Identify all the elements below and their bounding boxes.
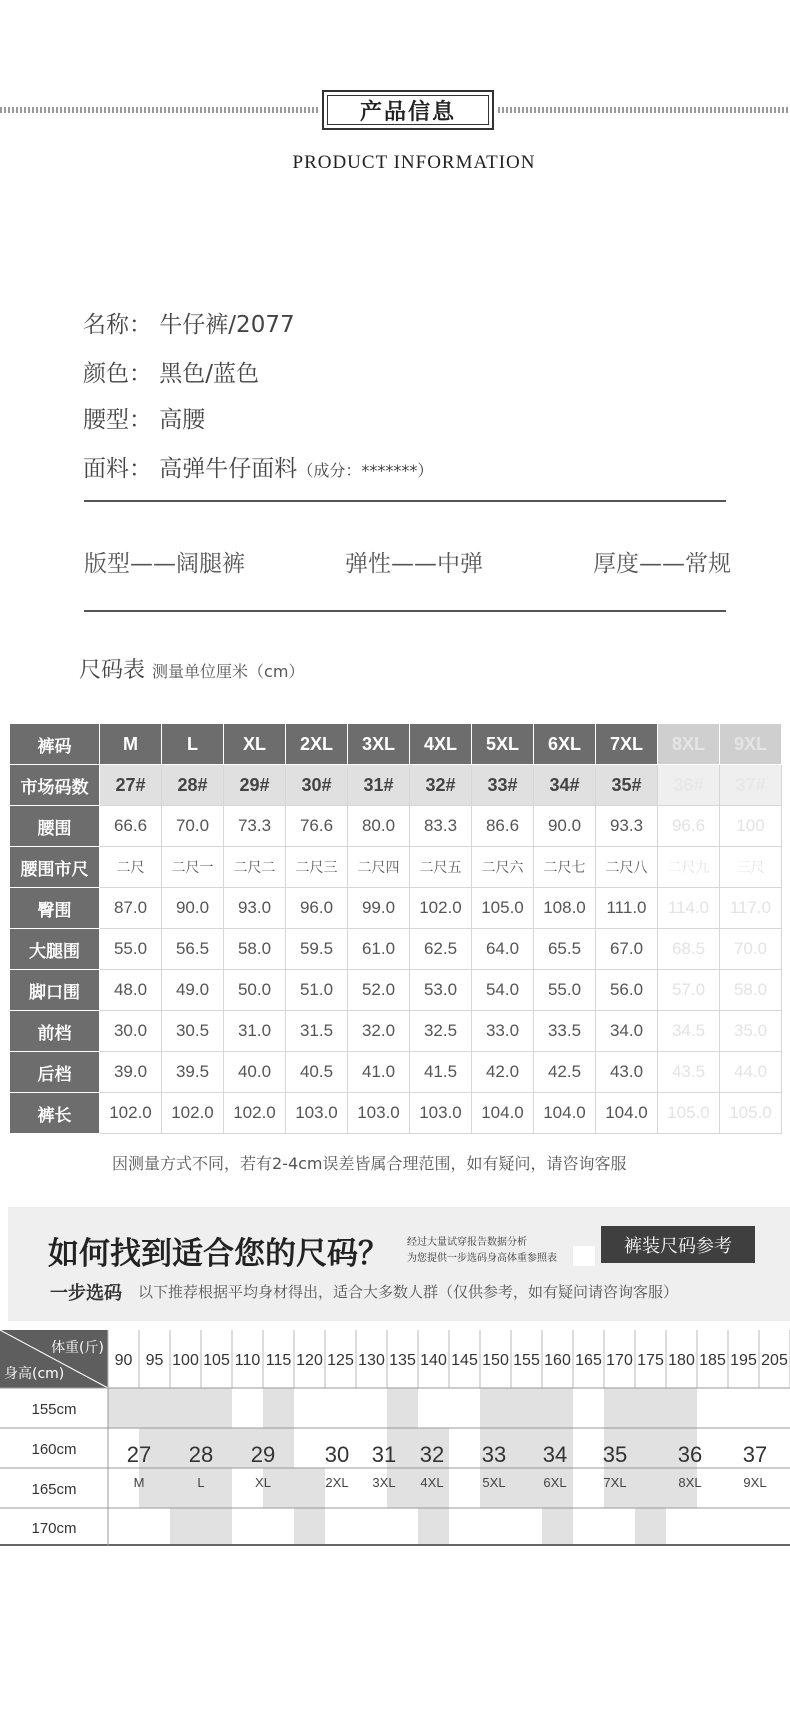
size-table-cell: 43.5 [658, 1052, 720, 1093]
size-table [9, 723, 782, 1134]
fit-grid-weight-label: 体重(斤) [51, 1340, 104, 1356]
size-table-cell: 44.0 [720, 1052, 782, 1093]
one-step-description: 以下推荐根据平均身材得出，适合大多数人群（仅供参考，如有疑问请咨询客服） [138, 1283, 679, 1301]
size-table-cell: 三尺 [720, 847, 782, 888]
size-table-cell: 114.0 [658, 888, 720, 929]
size-table-header-cell: 8XL [658, 724, 720, 765]
size-table-cell: 64.0 [472, 929, 534, 970]
size-table-cell: 67.0 [596, 929, 658, 970]
fit-grid-size-label: 8XL [678, 1475, 702, 1490]
size-table-row [10, 1011, 782, 1052]
divider-bottom [84, 610, 726, 612]
size-table-cell: 32# [410, 765, 472, 806]
size-table-cell: 二尺三 [286, 847, 348, 888]
size-table-row-label: 臀围 [10, 888, 100, 929]
fit-grid-shade [635, 1508, 666, 1546]
fit-grid-size-number: 27 [126, 1442, 152, 1467]
size-table-cell: 59.5 [286, 929, 348, 970]
size-table-cell: 33.5 [534, 1011, 596, 1052]
size-table-cell: 56.0 [596, 970, 658, 1011]
fit-grid-size-label: 6XL [543, 1475, 567, 1490]
size-table-cell: 31.5 [286, 1011, 348, 1052]
fit-grid-weight: 145 [451, 1352, 478, 1369]
size-table-cell: 40.5 [286, 1052, 348, 1093]
info-waist-type: 腰型： 高腰 [83, 407, 206, 433]
fit-grid-size-label: M [133, 1475, 145, 1490]
size-table-cell: 二尺六 [472, 847, 534, 888]
size-table-row [10, 765, 782, 806]
size-table-row [10, 1093, 782, 1134]
size-table-cell: 40.0 [224, 1052, 286, 1093]
fit-grid-shade [542, 1508, 573, 1546]
attr-thickness: 厚度——常规 [593, 551, 731, 577]
size-table-row-label: 腰围 [10, 806, 100, 847]
size-table-cell: 86.6 [472, 806, 534, 847]
how-to-caption-1: 经过大量试穿报告数据分析 [407, 1237, 527, 1248]
header-decor-line-left [0, 107, 318, 113]
fit-grid-weight: 180 [668, 1352, 695, 1369]
how-to-caption-2: 为您提供一步选码身高体重参照表 [407, 1253, 557, 1264]
size-table-cell: 32.5 [410, 1011, 472, 1052]
fit-grid-weight: 95 [145, 1352, 164, 1369]
size-table-cell: 102.0 [224, 1093, 286, 1134]
fit-grid-size-number: 29 [250, 1442, 276, 1467]
size-table-header-cell: 6XL [534, 724, 596, 765]
size-table-cell: 二尺四 [348, 847, 410, 888]
size-table-row-label: 后档 [10, 1052, 100, 1093]
fit-grid-weight: 185 [699, 1352, 726, 1369]
header-title-box [322, 90, 494, 130]
fit-grid-size-number: 30 [324, 1442, 350, 1467]
size-table-cell: 68.5 [658, 929, 720, 970]
size-table-cell: 二尺一 [162, 847, 224, 888]
size-table-cell: 66.6 [100, 806, 162, 847]
size-table-cell: 90.0 [162, 888, 224, 929]
size-table-cell: 100 [720, 806, 782, 847]
size-table-cell: 29# [224, 765, 286, 806]
fit-grid-weight: 140 [420, 1352, 447, 1369]
size-table-cell: 43.0 [596, 1052, 658, 1093]
size-table-cell: 73.3 [224, 806, 286, 847]
fit-grid-weight: 100 [172, 1352, 199, 1369]
fit-grid-size-label: 3XL [372, 1475, 396, 1490]
fit-grid-size-number: 28 [188, 1442, 214, 1467]
measure-note: 因测量方式不同，若有2-4cm误差皆属合理范围，如有疑问，请咨询客服 [112, 1154, 627, 1173]
size-table-cell: 49.0 [162, 970, 224, 1011]
fit-grid-size-number: 35 [602, 1442, 628, 1467]
info-name: 名称： 牛仔裤/2077 [83, 312, 295, 338]
size-table-row [10, 888, 782, 929]
fit-grid-size-label: L [197, 1475, 205, 1490]
one-step-label: 一步选码 [50, 1283, 122, 1304]
size-table-cell: 37# [720, 765, 782, 806]
size-table-cell: 105.0 [472, 888, 534, 929]
fit-grid-size-number: 33 [481, 1442, 507, 1467]
fit-grid-weight: 115 [265, 1352, 292, 1369]
size-table-cell: 41.5 [410, 1052, 472, 1093]
fit-grid-size-label: XL [255, 1475, 271, 1490]
size-table-row-label: 前档 [10, 1011, 100, 1052]
size-table-cell: 34.5 [658, 1011, 720, 1052]
size-table-header-cell: XL [224, 724, 286, 765]
size-table-cell: 39.5 [162, 1052, 224, 1093]
size-table-cell: 33# [472, 765, 534, 806]
size-table-cell: 96.6 [658, 806, 720, 847]
header-subtitle: PRODUCT INFORMATION [292, 152, 536, 173]
fit-grid-weight: 175 [637, 1352, 664, 1369]
size-table-cell: 54.0 [472, 970, 534, 1011]
size-table-row [10, 929, 782, 970]
size-table-unit: 测量单位厘米（cm） [152, 662, 305, 681]
size-table-cell: 28# [162, 765, 224, 806]
size-table-cell: 二尺九 [658, 847, 720, 888]
size-table-cell: 30# [286, 765, 348, 806]
header-decor-line-right [498, 107, 790, 113]
size-table-header-cell: 3XL [348, 724, 410, 765]
size-table-cell: 33.0 [472, 1011, 534, 1052]
fit-grid-weight: 130 [358, 1352, 385, 1369]
fit-grid-weight: 160 [544, 1352, 571, 1369]
size-table-row [10, 847, 782, 888]
size-table-cell: 104.0 [596, 1093, 658, 1134]
size-table-cell: 99.0 [348, 888, 410, 929]
size-table-cell: 65.5 [534, 929, 596, 970]
fit-grid-weight: 125 [327, 1352, 354, 1369]
size-table-cell: 57.0 [658, 970, 720, 1011]
size-table-cell: 二尺二 [224, 847, 286, 888]
size-table-cell: 102.0 [100, 1093, 162, 1134]
fit-grid-weight: 120 [296, 1352, 323, 1369]
size-table-cell: 二尺七 [534, 847, 596, 888]
fit-grid-size-label: 2XL [325, 1475, 349, 1490]
attr-elasticity: 弹性——中弹 [345, 551, 483, 577]
size-table-cell: 93.0 [224, 888, 286, 929]
size-table-cell: 102.0 [410, 888, 472, 929]
size-table-cell: 55.0 [100, 929, 162, 970]
size-table-cell: 55.0 [534, 970, 596, 1011]
decor-square [573, 1246, 595, 1266]
size-table-cell: 93.3 [596, 806, 658, 847]
size-table-cell: 70.0 [162, 806, 224, 847]
fit-grid-weight: 135 [389, 1352, 416, 1369]
size-table-row [10, 1052, 782, 1093]
size-table-cell: 48.0 [100, 970, 162, 1011]
size-table-cell: 117.0 [720, 888, 782, 929]
size-table-row-label: 市场码数 [10, 765, 100, 806]
fit-grid-weight: 170 [606, 1352, 633, 1369]
size-table-header-label: 裤码 [10, 724, 100, 765]
size-table-header-cell: 9XL [720, 724, 782, 765]
fit-grid-height: 165cm [31, 1481, 77, 1498]
size-table-cell: 87.0 [100, 888, 162, 929]
size-table-cell: 108.0 [534, 888, 596, 929]
size-fit-grid [0, 1330, 790, 1546]
fit-grid-size-label: 4XL [420, 1475, 444, 1490]
size-table-title-text: 尺码表 [79, 658, 146, 683]
size-table-cell: 80.0 [348, 806, 410, 847]
fit-grid-height-label: 身高(cm) [4, 1366, 65, 1382]
pants-size-reference-button[interactable]: 裤装尺码参考 [601, 1226, 755, 1263]
size-table-cell: 31.0 [224, 1011, 286, 1052]
size-table-cell: 76.6 [286, 806, 348, 847]
fit-grid-size-number: 32 [419, 1442, 445, 1467]
fit-grid-size-label: 9XL [743, 1475, 767, 1490]
size-table-cell: 36# [658, 765, 720, 806]
size-table-cell: 104.0 [534, 1093, 596, 1134]
info-color: 颜色： 黑色/蓝色 [83, 361, 260, 387]
how-to-title: 如何找到适合您的尺码？ [48, 1236, 389, 1272]
fit-grid-height: 160cm [31, 1441, 77, 1458]
fit-grid-weight: 165 [575, 1352, 602, 1369]
fit-grid-weight: 150 [482, 1352, 509, 1369]
size-table-cell: 52.0 [348, 970, 410, 1011]
fit-grid-weight: 205 [761, 1352, 788, 1369]
size-table-cell: 30.5 [162, 1011, 224, 1052]
size-table-cell: 53.0 [410, 970, 472, 1011]
size-table-cell: 103.0 [410, 1093, 472, 1134]
size-table-cell: 41.0 [348, 1052, 410, 1093]
size-table-cell: 二尺八 [596, 847, 658, 888]
fit-grid-size-number: 37 [742, 1442, 768, 1467]
size-fit-grid-svg [0, 1330, 790, 1546]
size-table-header-cell: 7XL [596, 724, 658, 765]
size-table-cell: 30.0 [100, 1011, 162, 1052]
size-table-cell: 102.0 [162, 1093, 224, 1134]
size-table-cell: 58.0 [224, 929, 286, 970]
info-fabric [83, 450, 433, 483]
size-table-cell: 83.3 [410, 806, 472, 847]
size-table-cell: 58.0 [720, 970, 782, 1011]
size-table-cell: 51.0 [286, 970, 348, 1011]
divider-top [84, 500, 726, 502]
info-fabric-text: 面料： 高弹牛仔面料 [83, 456, 298, 482]
size-table-cell: 27# [100, 765, 162, 806]
size-table-cell: 50.0 [224, 970, 286, 1011]
fit-grid-weight: 90 [114, 1352, 133, 1369]
fit-grid-size-label: 7XL [603, 1475, 627, 1490]
size-table-header-row [10, 724, 782, 765]
size-table-row [10, 806, 782, 847]
fit-grid-size-number: 34 [542, 1442, 568, 1467]
size-table-header-cell: 5XL [472, 724, 534, 765]
size-table-cell: 96.0 [286, 888, 348, 929]
size-table-row [10, 970, 782, 1011]
size-table-cell: 39.0 [100, 1052, 162, 1093]
fit-grid-shade [170, 1508, 201, 1546]
size-table-title [79, 653, 304, 684]
fit-grid-height: 155cm [31, 1401, 77, 1418]
size-table-header-cell: 2XL [286, 724, 348, 765]
fit-grid-weight: 110 [234, 1352, 261, 1369]
size-table-cell: 二尺 [100, 847, 162, 888]
size-table-cell: 42.5 [534, 1052, 596, 1093]
fit-grid-size-number: 31 [371, 1442, 397, 1467]
fit-grid-weight: 195 [730, 1352, 757, 1369]
size-table-header-cell: M [100, 724, 162, 765]
size-table-header-cell: L [162, 724, 224, 765]
size-table-cell: 103.0 [286, 1093, 348, 1134]
attr-fit: 版型——阔腿裤 [84, 551, 245, 577]
fit-grid-size-number: 36 [677, 1442, 703, 1467]
header-title: 产品信息 [327, 95, 489, 125]
size-table-cell: 105.0 [658, 1093, 720, 1134]
fit-grid-size-label: 5XL [482, 1475, 506, 1490]
size-table-cell: 42.0 [472, 1052, 534, 1093]
size-table-cell: 103.0 [348, 1093, 410, 1134]
fit-grid-shade [263, 1468, 325, 1508]
fit-grid-weight: 155 [513, 1352, 540, 1369]
size-table-header-cell: 4XL [410, 724, 472, 765]
fit-grid-height: 170cm [31, 1520, 77, 1537]
size-table-row-label: 大腿围 [10, 929, 100, 970]
size-table-cell: 34.0 [596, 1011, 658, 1052]
size-table-row-label: 腰围市尺 [10, 847, 100, 888]
size-table-cell: 56.5 [162, 929, 224, 970]
size-table-cell: 105.0 [720, 1093, 782, 1134]
size-table-cell: 35# [596, 765, 658, 806]
size-table-cell: 104.0 [472, 1093, 534, 1134]
size-table-cell: 90.0 [534, 806, 596, 847]
size-table-cell: 34# [534, 765, 596, 806]
size-table-row-label: 裤长 [10, 1093, 100, 1134]
fit-grid-shade [201, 1508, 232, 1546]
size-table-cell: 61.0 [348, 929, 410, 970]
size-table-cell: 35.0 [720, 1011, 782, 1052]
size-table-cell: 62.5 [410, 929, 472, 970]
size-table-cell: 111.0 [596, 888, 658, 929]
info-fabric-note: （成分：*******） [297, 461, 434, 480]
size-table-cell: 70.0 [720, 929, 782, 970]
size-table-cell: 32.0 [348, 1011, 410, 1052]
fit-grid-weight: 105 [203, 1352, 230, 1369]
size-table-cell: 二尺五 [410, 847, 472, 888]
size-table-cell: 31# [348, 765, 410, 806]
size-table-row-label: 脚口围 [10, 970, 100, 1011]
